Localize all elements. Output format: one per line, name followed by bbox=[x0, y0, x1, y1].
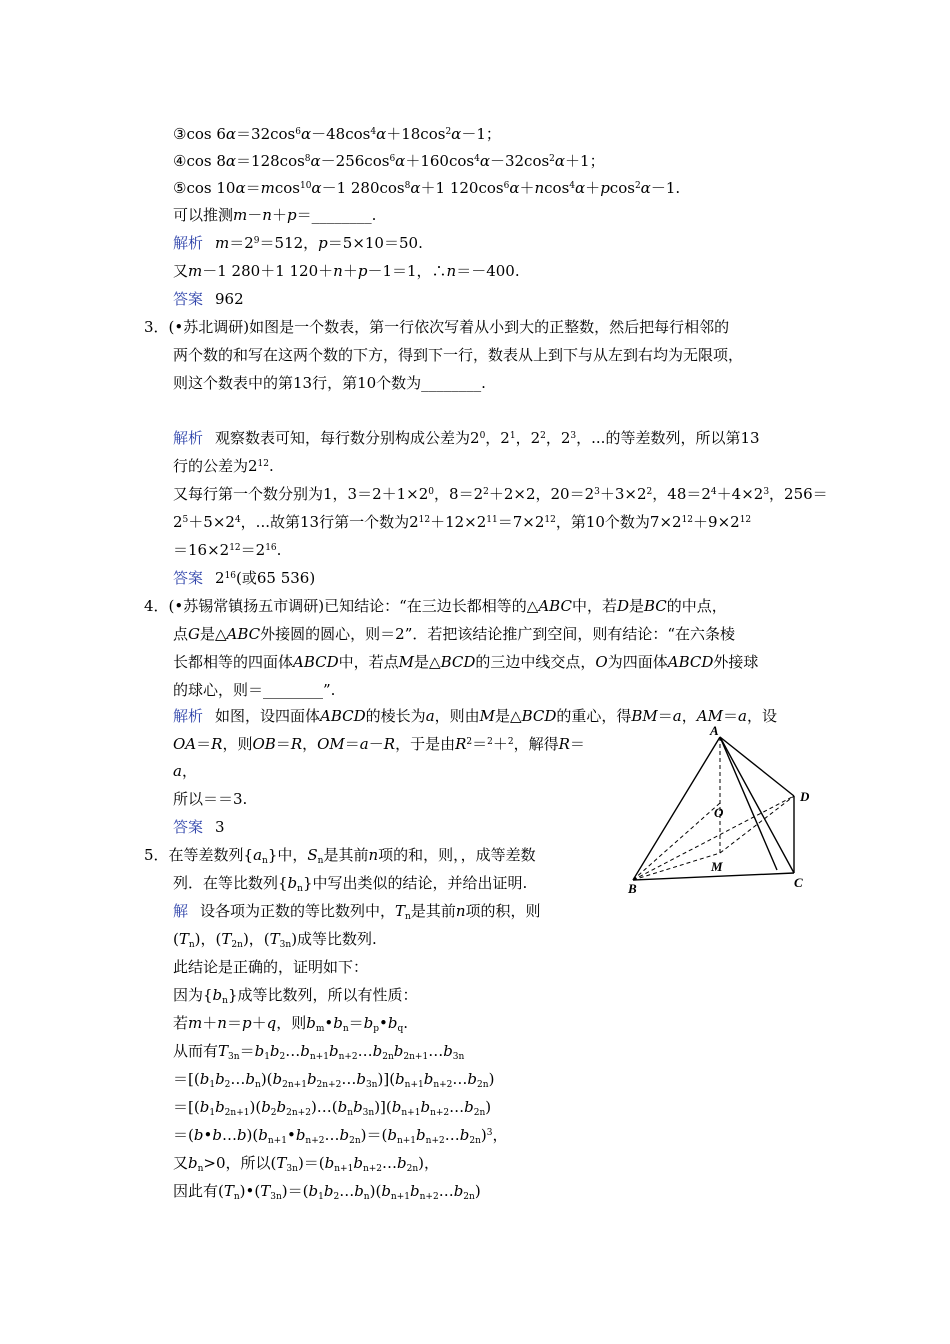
tetrahedron-figure bbox=[625, 725, 820, 895]
label-B: B bbox=[628, 881, 637, 895]
problem-3-line: 两个数的和写在这两个数的下方，得到下一行，数表从上到下与从左到右均为无限项， bbox=[173, 346, 744, 364]
edge-AB bbox=[633, 737, 720, 880]
solution-line: $=(b•b\dots b)(b_{n+1}•b_{n+2}\dots b_{2n})=(b_{n+1}b_{n+2}\dots b_{2n})^3$， bbox=[173, 1126, 508, 1146]
problem-5-line: 5．在等差数列$\{a_n\}$中，$S_n$是其前n项的和，则，，成等差数 bbox=[144, 846, 536, 866]
problem-4-line: 点G是△ABC外接圆的圆心，则＝2”．若把该结论推广到空间，则有结论：“在六条棱 bbox=[173, 625, 736, 643]
solution-line: $=16\times 2^{12}=2^{16}$. bbox=[173, 541, 282, 559]
solution-label: 解析 bbox=[173, 234, 204, 252]
answer-line: 答案 $2^{16}$(或65 536) bbox=[173, 569, 316, 587]
answer-label: 答案 bbox=[173, 290, 204, 308]
answer-line: 答案 962 bbox=[173, 290, 244, 308]
solution-line: 解析 $m=2^9=512$，p＝5×10＝50. bbox=[173, 234, 423, 252]
solution-line: 因为$\{b_n\}$成等比数列，所以有性质： bbox=[173, 986, 418, 1006]
solution-line: 行的公差为$2^{12}$. bbox=[173, 457, 274, 475]
edge-AD bbox=[720, 737, 794, 796]
solution-label: 解 bbox=[173, 902, 189, 920]
solution-line: 若m＋n＝p＋q，则$b_m•b_n=b_p•b_q$. bbox=[173, 1014, 409, 1034]
solution-label: 解析 bbox=[173, 707, 204, 725]
solution-line: 又m－1 280＋1 120＋n＋p－1＝1，∴n＝－400. bbox=[173, 262, 520, 280]
solution-line: OA＝R，则OB＝R，OM＝a－R，于是由$R^2=^2+^2$，解得R＝ bbox=[173, 735, 585, 753]
solution-line: 从而有$T_{3n}=b_1b_2\dots b_{n+1}b_{n+2}\dots b_{2n}b_{2n+1}\dots b_{3n}$ bbox=[173, 1042, 465, 1062]
solution-line: 因此有$(T_n)•(T_{3n})=(b_1b_2\dots b_n)(b_{n+1}b_{n+2}\dots b_{2n})$ bbox=[173, 1182, 481, 1202]
solution-line: 又每行第一个数分别为1，$3=2+1\times 2^0$，$8=2^2+2\times 2$，$20=2^3+3\times 2^2$，$48=2^4+4\times 2^3$，256＝ bbox=[173, 485, 828, 503]
problem-4-line: 4．(•苏锡常镇扬五市调研)已知结论：“在三边长都相等的△ABC中，若D是BC的中点， bbox=[144, 597, 727, 615]
question-prompt: 可以推测m－n＋p＝________. bbox=[173, 206, 377, 224]
answer-label: 答案 bbox=[173, 818, 204, 836]
edge-BC bbox=[633, 873, 794, 880]
label-C: C bbox=[794, 875, 803, 890]
line-A-mid bbox=[720, 737, 777, 870]
answer-line: 答案 3 bbox=[173, 818, 225, 836]
solution-line: $2^5+5\times 2^4$，...故第13行第一个数为$2^{12}+12\times 2^{11}=7\times 2^{12}$，第10个数为$7\times 2^{12}+9\times 2^{12}$ bbox=[173, 513, 752, 531]
problem-4-line: 长都相等的四面体ABCD中，若点M是△BCD的三边中线交点，O为四面体ABCD外接球 bbox=[173, 653, 759, 671]
solution-line: 解析 如图，设四面体ABCD的棱长为a，则由M是△BCD的重心，得BM＝a，AM＝a，设 bbox=[173, 707, 777, 725]
solution-line: $=[(b_1b_{2n+1})(b_2b_{2n+2})\dots(b_nb_{3n})](b_{n+1}b_{n+2}\dots b_{2n})$ bbox=[173, 1098, 492, 1118]
problem-3-line: 则这个数表中的第13行，第10个数为________. bbox=[173, 374, 486, 392]
problem-5-line: 列．在等比数列$\{b_n\}$中写出类似的结论，并给出证明. bbox=[173, 874, 528, 894]
solution-line: 此结论是正确的，证明如下： bbox=[173, 958, 369, 976]
label-M: M bbox=[711, 859, 723, 874]
solution-line: a， bbox=[173, 762, 197, 780]
solution-line: 解 设各项为正数的等比数列中，$T_n$是其前n项的积，则 bbox=[173, 902, 541, 922]
problem-3-line: 3．(•苏北调研)如图是一个数表，第一行依次写着从小到大的正整数，然后把每行相邻的 bbox=[144, 318, 730, 336]
problem-4-line: 的球心，则＝________”. bbox=[173, 681, 336, 699]
solution-line: 解析 观察数表可知，每行数分别构成公差为$2^0$，$2^1$，$2^2$，$2^3$，...的等差数列，所以第13 bbox=[173, 429, 760, 447]
solution-line: 所以＝＝3. bbox=[173, 790, 248, 808]
solution-label: 解析 bbox=[173, 429, 204, 447]
label-D: D bbox=[800, 789, 810, 804]
label-A: A bbox=[710, 725, 719, 738]
solution-line: 又$b_n>0$，所以$(T_{3n})=(b_{n+1}b_{n+2}\dots b_{2n})$， bbox=[173, 1154, 440, 1174]
label-O: O bbox=[714, 805, 724, 820]
cos10-line: ⑤cos 10α＝mcos$^{10}$α－1 $280\cos^8\alpha+1$ $120\cos^6\alpha+ncos^4\alpha+pcos^2\alpha-1$. bbox=[173, 179, 681, 197]
cos8-line: ④cos $8\alpha=128\cos^8\alpha-256\cos^6\alpha+160\cos^4\alpha-32\cos^2\alpha+1$； bbox=[173, 152, 605, 170]
line-OB bbox=[633, 803, 720, 880]
cos6-line: ③cos $6\alpha=32\cos^6\alpha-48\cos^4\alpha+18\cos^2\alpha-1$； bbox=[173, 125, 501, 143]
solution-line: $=[(b_1b_2\dots b_n)(b_{2n+1}b_{2n+2}\dots b_{3n})](b_{n+1}b_{n+2}\dots b_{2n})$ bbox=[173, 1070, 495, 1090]
solution-line: $(T_n)$，$(T_{2n})$，$(T_{3n})$成等比数列. bbox=[173, 930, 377, 950]
answer-label: 答案 bbox=[173, 569, 204, 587]
